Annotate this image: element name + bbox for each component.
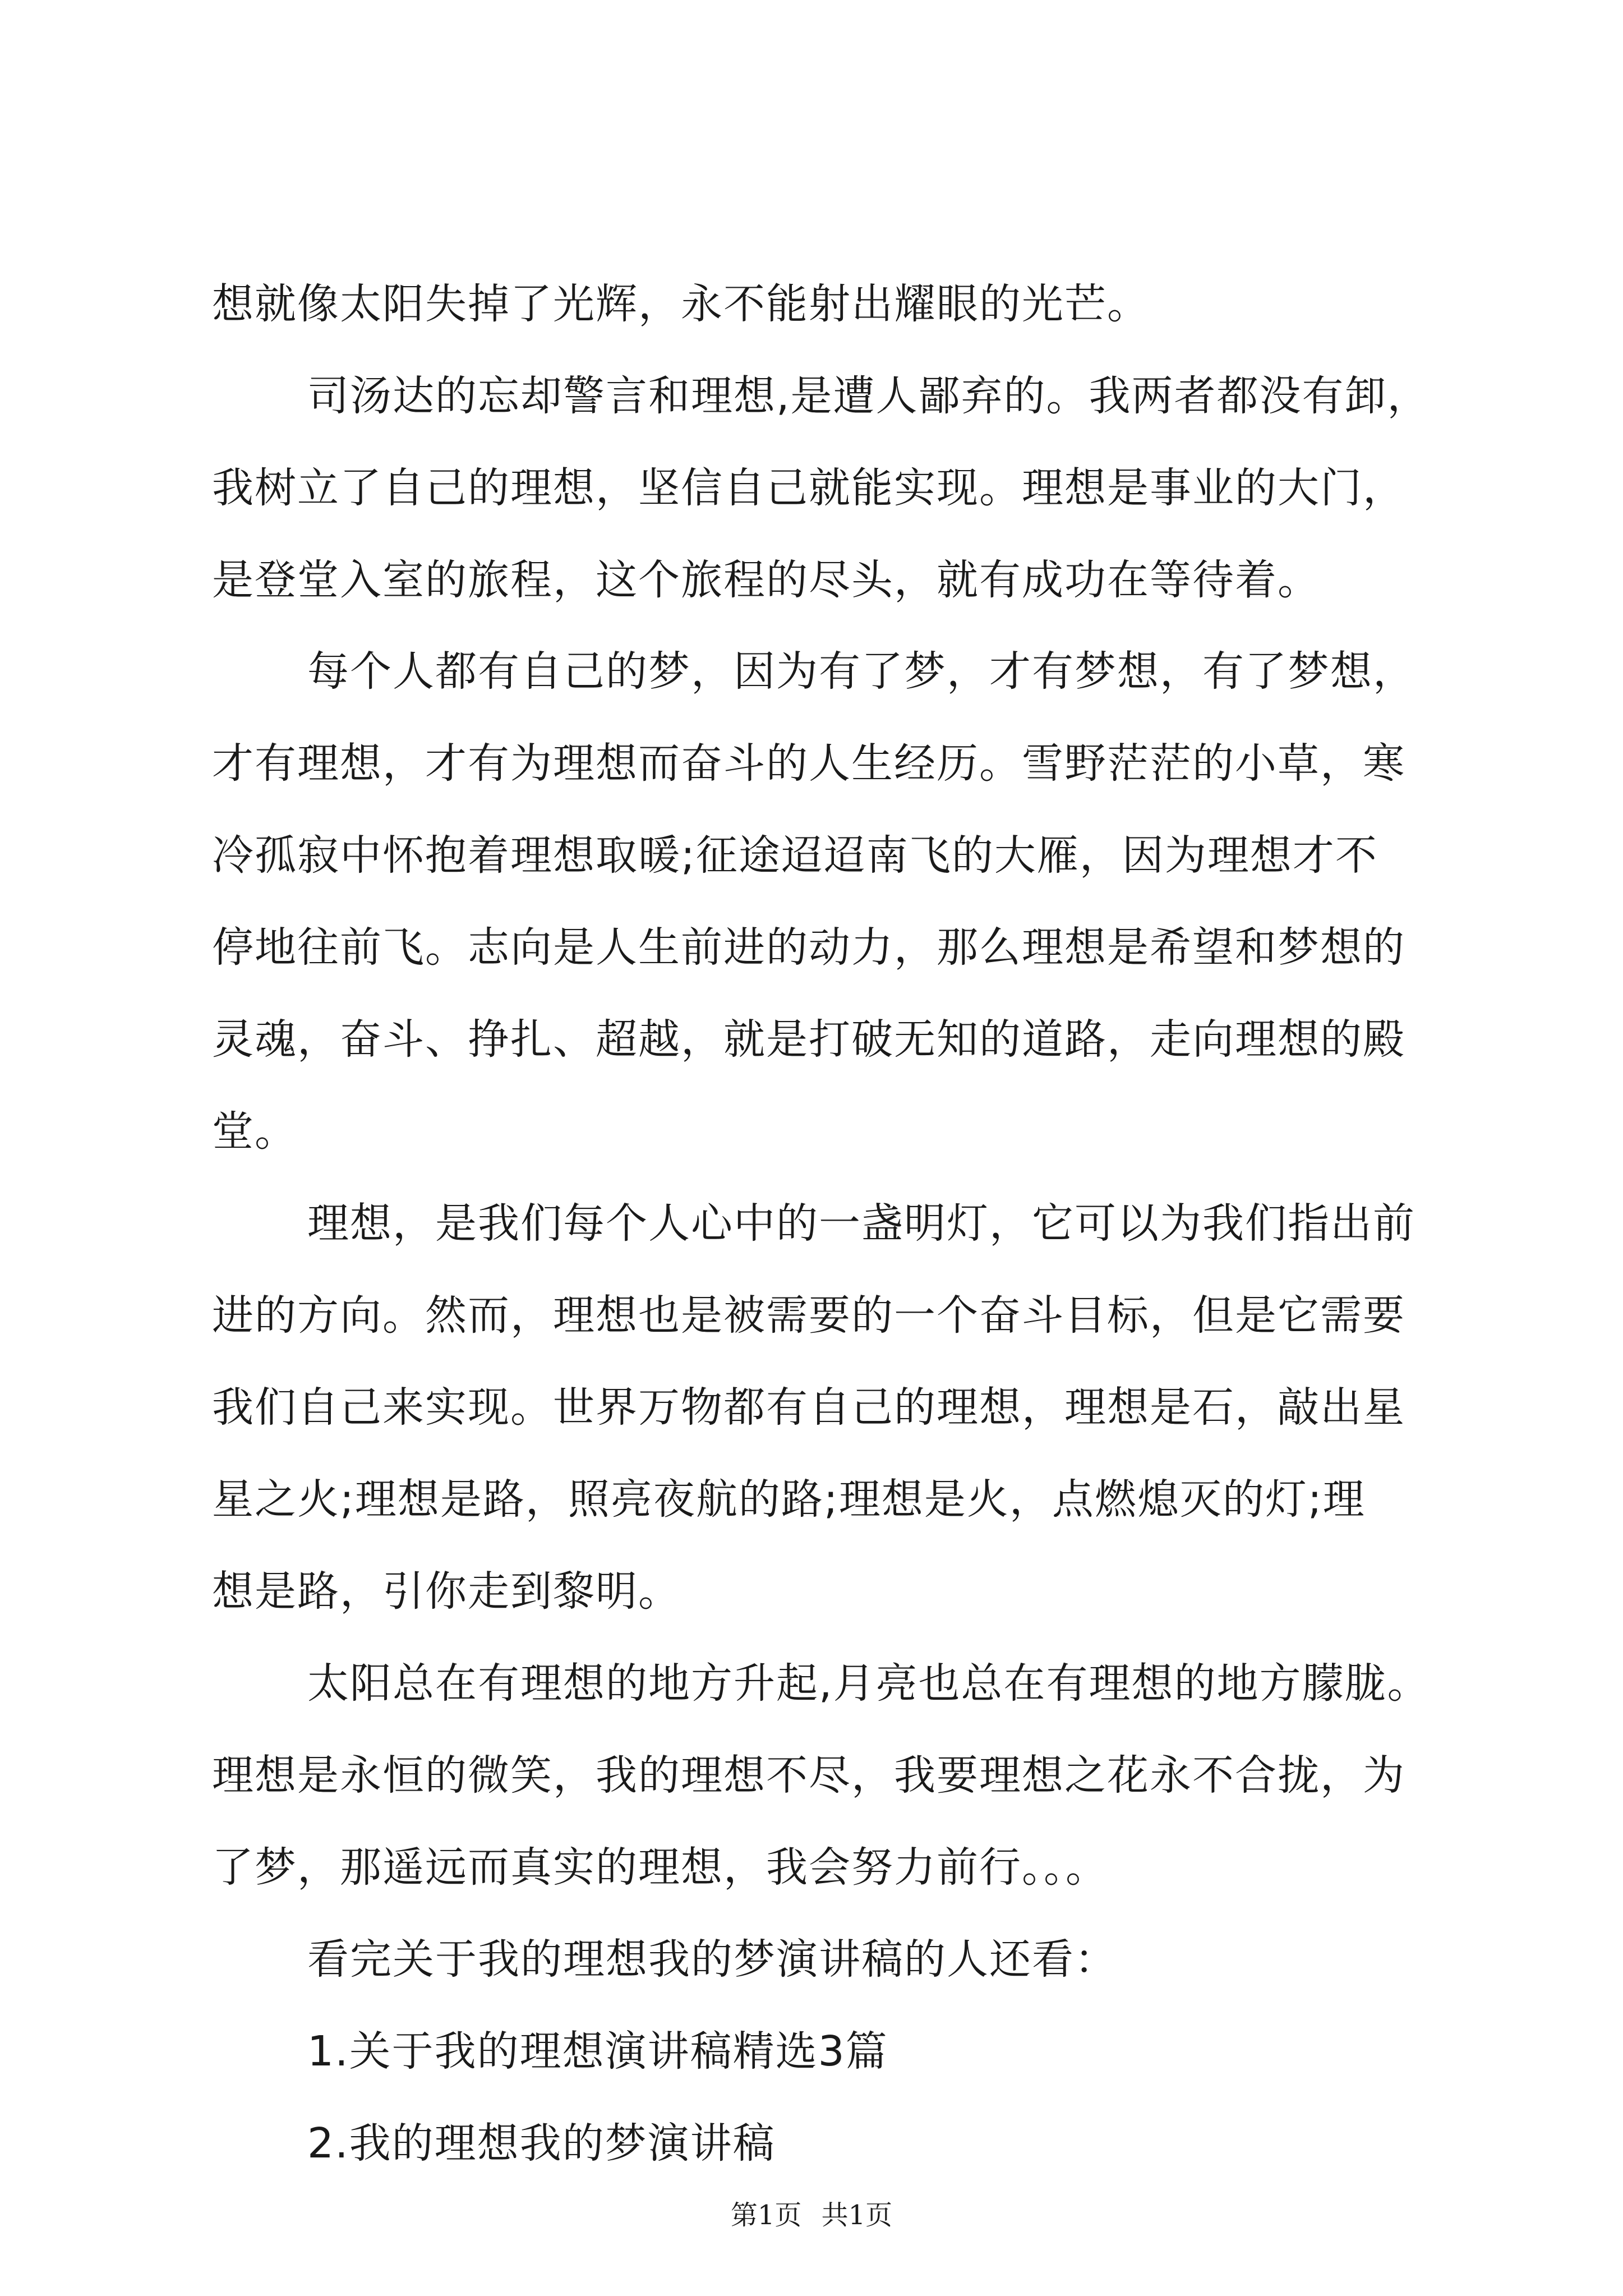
text-line: 星之火;理想是路，照亮夜航的路;理想是火，点燃熄灭的灯;理 bbox=[212, 1475, 1366, 1524]
text-line: 司汤达的忘却警言和理想,是遭人鄙弃的。我两者都没有卸， bbox=[307, 372, 1430, 420]
text-line: 是登堂入室的旅程，这个旅程的尽头，就有成功在等待着。 bbox=[212, 556, 1320, 604]
text-line: 太阳总在有理想的地方升起,月亮也总在有理想的地方朦胧。 bbox=[307, 1659, 1430, 1708]
page-number: 第1页 bbox=[730, 2200, 802, 2231]
text-line: 每个人都有自己的梦，因为有了梦，才有梦想，有了梦想， bbox=[307, 647, 1415, 696]
text-line: 想是路，引你走到黎明。 bbox=[212, 1567, 681, 1616]
text-line: 灵魂，奋斗、挣扎、超越，就是打破无知的道路，走向理想的殿 bbox=[212, 1015, 1405, 1064]
text-line: 我树立了自己的理想，坚信自己就能实现。理想是事业的大门， bbox=[212, 464, 1405, 512]
page-footer bbox=[0, 2202, 1623, 2229]
text-line: 理想，是我们每个人心中的一盏明灯，它可以为我们指出前 bbox=[307, 1199, 1415, 1248]
related-link[interactable]: 1.关于我的理想演讲稿精选3篇 bbox=[307, 2027, 888, 2076]
text-line: 想就像太阳失掉了光辉，永不能射出耀眼的光芒。 bbox=[212, 280, 1150, 328]
text-line: 停地往前飞。志向是人生前进的动力，那么理想是希望和梦想的 bbox=[212, 923, 1405, 972]
text-line: 才有理想，才有为理想而奋斗的人生经历。雪野茫茫的小草，寒 bbox=[212, 739, 1405, 788]
text-line: 冷孤寂中怀抱着理想取暖;征途迢迢南飞的大雁，因为理想才不 bbox=[212, 831, 1378, 880]
text-line: 理想是永恒的微笑，我的理想不尽，我要理想之花永不合拢，为 bbox=[212, 1751, 1405, 1800]
text-line: 我们自己来实现。世界万物都有自己的理想，理想是石，敲出星 bbox=[212, 1383, 1405, 1432]
text-line: 堂。 bbox=[212, 1107, 297, 1156]
related-link[interactable]: 2.我的理想我的梦演讲稿 bbox=[307, 2119, 776, 2168]
text-line: 了梦，那遥远而真实的理想，我会努力前行。。。 bbox=[212, 1843, 1108, 1892]
text-line: 进的方向。然而，理想也是被需要的一个奋斗目标，但是它需要 bbox=[212, 1291, 1405, 1340]
page-total: 共1页 bbox=[821, 2200, 893, 2231]
related-heading: 看完关于我的理想我的梦演讲稿的人还看： bbox=[307, 1935, 1117, 1984]
